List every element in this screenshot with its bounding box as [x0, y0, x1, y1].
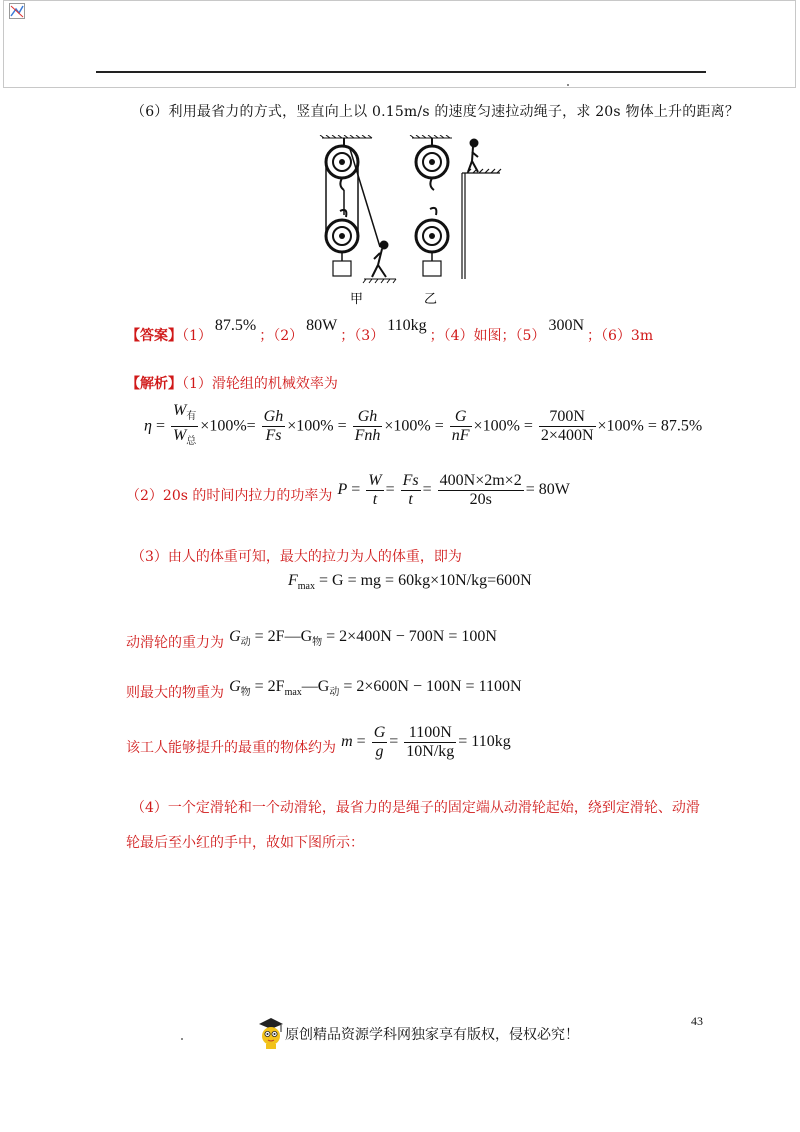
question-6: （6）利用最省力的方式，竖直向上以 0.15m/s 的速度匀速拉动绳子，求 20s 物体上升的距离？ — [131, 104, 740, 120]
ceiling-left — [320, 135, 372, 138]
equation-fmax: $F_{max} = G$ = mg = 60kg×10N/kg=600N — [288, 572, 532, 593]
analysis-step2: （2）20s 的时间内拉力的功率为 P = $\frac{W}{t}$ = $\frac{Fs}{t}$ = $\frac{400N\times 2m\times 2}{20s}$ = 80W — [126, 472, 570, 508]
broken-image-icon — [9, 3, 25, 19]
page-number: 43 — [691, 1014, 703, 1028]
answer-2: 80W — [306, 317, 338, 334]
analysis-step4-line2: 轮最后至小红的手中，故如下图所示： — [126, 835, 364, 851]
header-rule — [96, 71, 706, 73]
answer-3: 110kg — [387, 317, 427, 334]
equation-efficiency: η = $\frac{W_有}{W_总}$ ×100%= $\frac{Gh}{Fs}$ ×100% = $\frac{Gh}{\text{Fnh}}$ ×100% = $\frac{G}{nF}$ ×100% = $\frac{700N}{2\times 400N}$ ×100% = 87.5% — [144, 402, 703, 448]
mascot-icon — [257, 1016, 285, 1050]
answer-1: 87.5% — [214, 317, 257, 334]
ceiling-right — [410, 135, 452, 138]
answer-row: 【答案】（1）87.5%；（2）80W；（3）110kg；（4）如图；（5）300N；（6）3m — [126, 317, 654, 344]
analysis-dynamic-pulley: 动滑轮的重力为 $G_动$ = $2F—G_物 = 2\times 400N - 700N = 100N$ — [126, 628, 497, 651]
label-yi: 乙 — [424, 292, 438, 307]
analysis-max-weight: 则最大的物重为 $G_物$ = $2F_{max}—G_动 = 2\times 600N - 100N = 1100N$ — [126, 678, 522, 701]
answer-bracket: 【答案】 — [126, 328, 182, 344]
analysis-step4-line1: （4）一个定滑轮和一个动滑轮，最省力的是绳子的固定端从动滑轮起始，绕到定滑轮、动滑 — [131, 800, 700, 816]
analysis-step3: （3）由人的体重可知，最大的拉力为人的体重，即为 — [131, 549, 462, 565]
analysis-step1: 【解析】（1）滑轮组的机械效率为 — [126, 376, 338, 392]
dot-mark — [181, 1038, 183, 1040]
dot-mark — [567, 84, 569, 86]
worker-yi — [468, 140, 478, 173]
pulley-figure — [312, 135, 512, 310]
platform-wall — [462, 169, 501, 279]
footer-copyright: 原创精品资源学科网独家享有版权，侵权必究！ — [285, 1027, 579, 1043]
header-box — [3, 0, 796, 88]
answer-5: 300N — [548, 317, 584, 334]
analysis-mass: 该工人能够提升的最重的物体约为 m = $\frac{G}{g}$ = $\frac{1100N}{10N/kg}$ = 110kg — [126, 724, 511, 760]
label-jia: 甲 — [350, 292, 364, 307]
